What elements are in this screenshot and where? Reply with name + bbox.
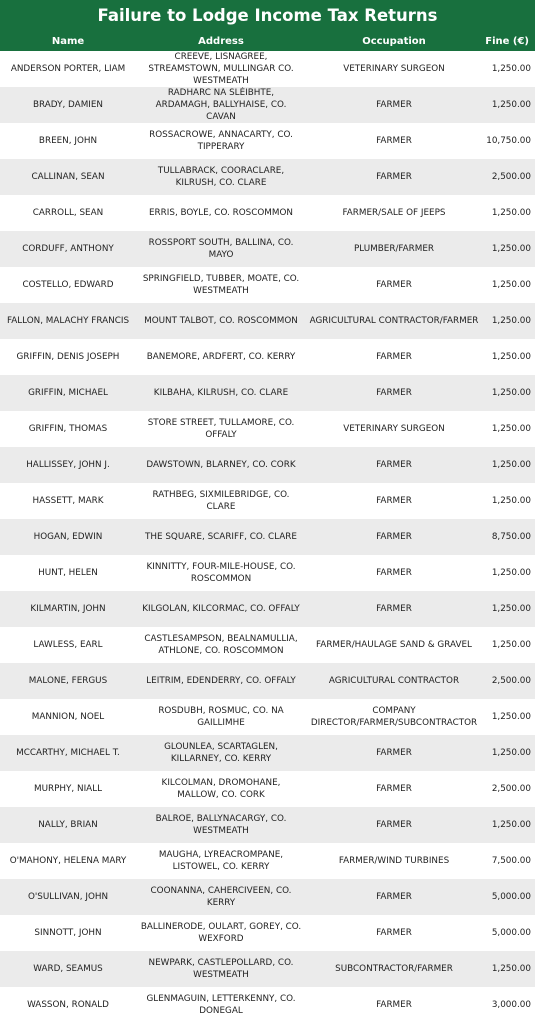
cell-address: KILCOLMAN, DROMOHANE, MALLOW, CO. CORK [161, 778, 281, 800]
cell-occupation: FARMER/SALE OF JEEPS [342, 208, 446, 218]
table-row [0, 915, 535, 951]
cell-occupation: FARMER [376, 784, 412, 794]
cell-fine: 1,250.00 [491, 460, 531, 470]
cell-name: WARD, SEAMUS [33, 964, 103, 974]
table-row [0, 807, 535, 843]
table-row [0, 447, 535, 483]
table-row [0, 843, 535, 879]
cell-name: HUNT, HELEN [38, 568, 98, 578]
cell-name: CALLINAN, SEAN [31, 172, 105, 182]
cell-fine: 7,500.00 [491, 856, 531, 866]
table-row [0, 123, 535, 159]
cell-name: NALLY, BRIAN [38, 820, 98, 830]
cell-name: FALLON, MALACHY FRANCIS [6, 316, 130, 326]
cell-name: CARROLL, SEAN [32, 208, 104, 218]
cell-name: KILMARTIN, JOHN [30, 604, 106, 614]
cell-name: GRIFFIN, THOMAS [28, 424, 108, 434]
cell-occupation: FARMER [376, 604, 412, 614]
cell-fine: 1,250.00 [491, 280, 531, 290]
cell-occupation: FARMER [376, 388, 412, 398]
cell-address: GLENMAGUIN, LETTERKENNY, CO. DONEGAL [146, 993, 296, 1016]
cell-fine: 1,250.00 [491, 712, 531, 722]
cell-fine: 5,000.00 [491, 928, 531, 938]
table-row [0, 51, 535, 87]
cell-address: DAWSTOWN, BLARNEY, CO. CORK [146, 460, 296, 470]
cell-name: O'SULLIVAN, JOHN [27, 892, 109, 902]
cell-name: MURPHY, NIALL [33, 784, 103, 794]
cell-name: HALLISSEY, JOHN J. [26, 460, 110, 470]
cell-name: HASSETT, MARK [32, 496, 104, 506]
cell-occupation: FARMER [376, 172, 412, 182]
cell-occupation: AGRICULTURAL CONTRACTOR/FARMER [309, 316, 479, 326]
cell-address: KINNITTY, FOUR-MILE-HOUSE, CO. ROSCOMMON [146, 562, 296, 584]
cell-occupation: FARMER/HAULAGE SAND & GRAVEL [316, 640, 472, 650]
table-body [0, 51, 535, 1022]
table-row [0, 987, 535, 1022]
cell-address: NEWPARK, CASTLEPOLLARD, CO. WESTMEATH [148, 958, 294, 980]
table-row [0, 87, 535, 123]
cell-address: RADHARC NA SLÉIBHTE, ARDAMAGH, BALLYHAISE, CO. CAVAN [155, 88, 287, 122]
cell-address: RATHBEG, SIXMILEBRIDGE, CO. CLARE [152, 490, 290, 512]
cell-fine: 1,250.00 [491, 388, 531, 398]
cell-fine: 1,250.00 [491, 64, 531, 74]
column-header-occupation[interactable]: Occupation [362, 35, 426, 47]
cell-fine: 3,000.00 [491, 999, 531, 1010]
table-row [0, 231, 535, 267]
cell-occupation: FARMER [376, 748, 412, 758]
table-row [0, 267, 535, 303]
cell-fine: 2,500.00 [491, 784, 531, 794]
cell-occupation: FARMER [376, 136, 412, 146]
cell-occupation: FARMER [376, 532, 412, 542]
cell-fine: 1,250.00 [491, 100, 531, 110]
cell-occupation: FARMER [376, 999, 412, 1010]
table-row [0, 411, 535, 447]
table-row [0, 663, 535, 699]
cell-address: CASTLESAMPSON, BEALNAMULLIA, ATHLONE, CO. ROSCOMMON [144, 634, 298, 656]
cell-address: COONANNA, CAHERCIVEEN, CO. KERRY [150, 886, 292, 908]
table-row [0, 555, 535, 591]
table-header [0, 32, 535, 51]
cell-address: CREEVE, LISNAGREE, STREAMSTOWN, MULLINGAR CO. WESTMEATH [148, 52, 294, 86]
cell-occupation: FARMER [376, 280, 412, 290]
cell-occupation: FARMER [376, 568, 412, 578]
table-row [0, 699, 535, 735]
cell-fine: 1,250.00 [491, 352, 531, 362]
cell-name: O'MAHONY, HELENA MARY [9, 856, 127, 866]
cell-name: BREEN, JOHN [38, 136, 98, 146]
table-row [0, 591, 535, 627]
cell-address: BANEMORE, ARDFERT, CO. KERRY [146, 352, 296, 362]
table-row [0, 627, 535, 663]
column-header-fine[interactable]: Fine (€) [485, 35, 529, 47]
cell-fine: 1,250.00 [491, 424, 531, 434]
cell-fine: 1,250.00 [491, 820, 531, 830]
table-row [0, 159, 535, 195]
cell-name: HOGAN, EDWIN [33, 532, 103, 542]
table-row [0, 303, 535, 339]
cell-occupation: FARMER [376, 892, 412, 902]
cell-address: MOUNT TALBOT, CO. ROSCOMMON [144, 316, 298, 326]
cell-address: ROSSACROWE, ANNACARTY, CO. TIPPERARY [149, 130, 293, 152]
cell-address: KILGOLAN, KILCORMAC, CO. OFFALY [142, 604, 300, 614]
table-row [0, 771, 535, 807]
table-row [0, 483, 535, 519]
cell-address: STORE STREET, TULLAMORE, CO. OFFALY [147, 418, 295, 440]
cell-occupation: FARMER [376, 100, 412, 110]
cell-occupation: VETERINARY SURGEON [343, 64, 445, 74]
cell-occupation: AGRICULTURAL CONTRACTOR [328, 676, 460, 686]
table-row [0, 339, 535, 375]
cell-name: GRIFFIN, MICHAEL [28, 388, 108, 398]
cell-fine: 1,250.00 [491, 640, 531, 650]
cell-fine: 5,000.00 [491, 892, 531, 902]
cell-occupation: PLUMBER/FARMER [353, 244, 435, 254]
cell-fine: 1,250.00 [491, 244, 531, 254]
cell-fine: 8,750.00 [491, 532, 531, 542]
cell-fine: 1,250.00 [491, 316, 531, 326]
cell-fine: 1,250.00 [491, 496, 531, 506]
cell-address: MAUGHA, LYREACROMPANE, LISTOWEL, CO. KERRY [158, 850, 284, 872]
cell-name: MALONE, FERGUS [28, 676, 108, 686]
cell-address: TULLABRACK, COORACLARE, KILRUSH, CO. CLARE [157, 166, 285, 188]
cell-fine: 1,250.00 [491, 964, 531, 974]
cell-fine: 1,250.00 [491, 748, 531, 758]
cell-name: LAWLESS, EARL [33, 640, 103, 650]
cell-address: ROSDUBH, ROSMUC, CO. NA GAILLIMHE [158, 706, 284, 728]
cell-address: THE SQUARE, SCARIFF, CO. CLARE [145, 532, 297, 542]
cell-occupation: FARMER/WIND TURBINES [338, 856, 450, 866]
cell-occupation: FARMER [376, 820, 412, 830]
cell-occupation: FARMER [376, 496, 412, 506]
cell-address: BALROE, BALLYNACARGY, CO. WESTMEATH [155, 814, 287, 836]
cell-address: ERRIS, BOYLE, CO. ROSCOMMON [149, 208, 293, 218]
cell-fine: 2,500.00 [491, 172, 531, 182]
cell-fine: 2,500.00 [491, 676, 531, 686]
cell-occupation: VETERINARY SURGEON [343, 424, 445, 434]
cell-address: GLOUNLEA, SCARTAGLEN, KILLARNEY, CO. KERRY [164, 742, 278, 764]
cell-name: COSTELLO, EDWARD [22, 280, 114, 290]
cell-address: LEITRIM, EDENDERRY, CO. OFFALY [146, 676, 296, 686]
cell-name: BRADY, DAMIEN [32, 100, 104, 110]
cell-occupation: FARMER [376, 928, 412, 938]
cell-name: SINNOTT, JOHN [34, 928, 102, 938]
cell-address: BALLINERODE, OULART, GOREY, CO. WEXFORD [140, 922, 302, 944]
cell-address: KILBAHA, KILRUSH, CO. CLARE [153, 388, 289, 398]
table-title: Failure to Lodge Income Tax Returns [0, 0, 535, 32]
cell-occupation: SUBCONTRACTOR/FARMER [335, 964, 453, 974]
table-row [0, 375, 535, 411]
cell-occupation: FARMER [376, 460, 412, 470]
cell-name: MANNION, NOEL [31, 712, 105, 722]
cell-name: GRIFFIN, DENIS JOSEPH [16, 352, 120, 362]
cell-fine: 1,250.00 [491, 208, 531, 218]
cell-name: ANDERSON PORTER, LIAM [10, 64, 126, 74]
column-header-name[interactable]: Name [51, 35, 85, 47]
cell-name: CORDUFF, ANTHONY [22, 244, 114, 254]
table-row [0, 735, 535, 771]
table-row [0, 519, 535, 555]
cell-address: SPRINGFIELD, TUBBER, MOATE, CO. WESTMEATH [142, 274, 300, 296]
cell-fine: 10,750.00 [486, 136, 531, 146]
cell-occupation: FARMER [376, 352, 412, 362]
cell-fine: 1,250.00 [491, 604, 531, 614]
table-row [0, 195, 535, 231]
cell-fine: 1,250.00 [491, 568, 531, 578]
table-row [0, 879, 535, 915]
table-row [0, 951, 535, 987]
column-header-address[interactable]: Address [198, 35, 244, 47]
cell-name: WASSON, RONALD [27, 999, 109, 1010]
cell-address: ROSSPORT SOUTH, BALLINA, CO. MAYO [148, 238, 294, 260]
cell-occupation: COMPANY DIRECTOR/FARMER/SUBCONTRACTOR [310, 706, 478, 728]
cell-name: MCCARTHY, MICHAEL T. [16, 748, 120, 758]
